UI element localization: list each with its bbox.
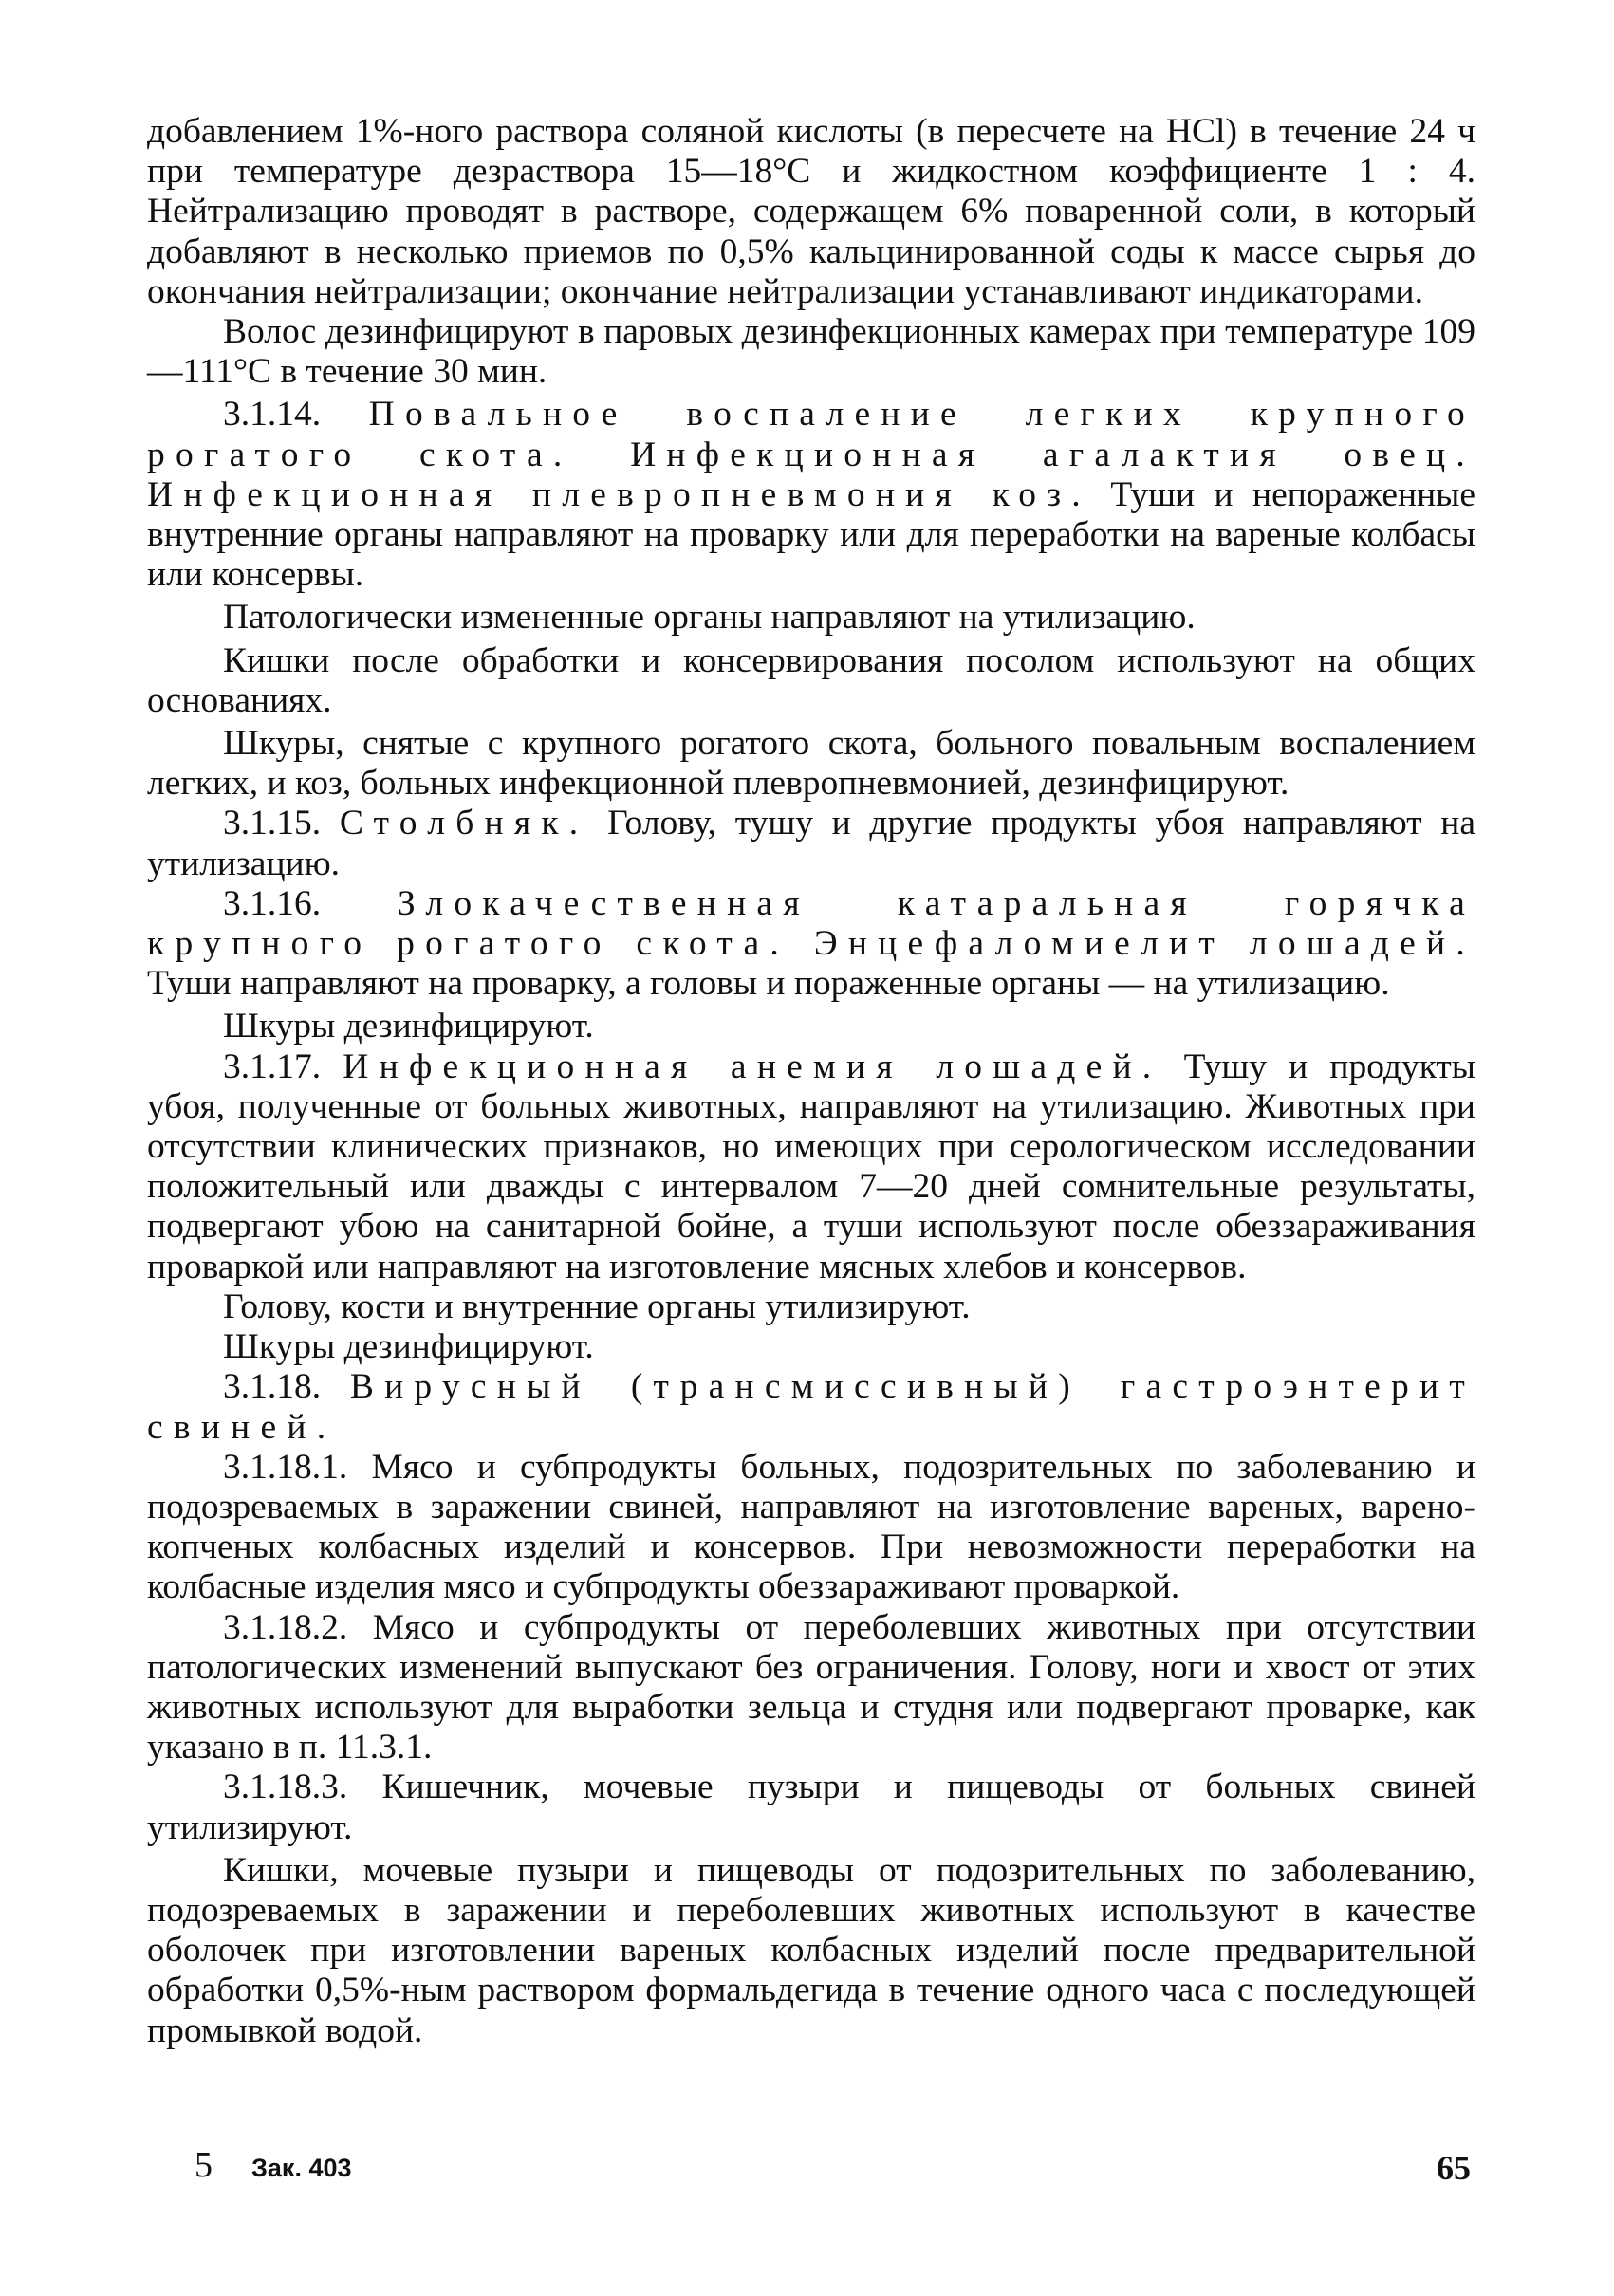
paragraph-text: 3.1.15. bbox=[223, 804, 340, 843]
paragraph-text: Шкуры дезинфицируют. bbox=[223, 1327, 594, 1367]
paragraph-hides-cattle-goats bbox=[147, 724, 1475, 804]
section-3-1-18-gastroenteritis bbox=[147, 1367, 1475, 1447]
order-label: Зак. 403 bbox=[251, 2154, 352, 2182]
section-3-1-17-infectious-anemia bbox=[147, 1047, 1475, 1287]
page-number: 65 bbox=[1437, 2149, 1471, 2187]
paragraph-hides-disinfected-2 bbox=[147, 1327, 1475, 1367]
paragraph-text: Голову, кости и внутренние органы утилизируют. bbox=[223, 1287, 971, 1326]
paragraph-text: 3.1.16. bbox=[223, 883, 398, 923]
paragraph-text: 3.1.17. bbox=[223, 1046, 343, 1086]
paragraph-text: 3.1.18. bbox=[223, 1367, 350, 1407]
paragraph-text: Шкуры дезинфицируют. bbox=[223, 1007, 594, 1046]
page-body bbox=[147, 112, 1475, 2275]
paragraph-intestines bbox=[147, 641, 1475, 721]
paragraph-text: Туши направляют на проварку, а головы и пораженные органы — на утилизацию. bbox=[147, 964, 1390, 1004]
paragraph-text: 3.1.18.2. Мясо и субпродукты от переболевших животных при отсутствии патологических изменений выпускают без ограничения. Голову, ноги и хвост от этих животных используют для выработки зельца и студня или подвергают проварке, как указано в п. 11.3.1. bbox=[147, 1607, 1475, 1768]
paragraph-hcl-treatment bbox=[147, 112, 1475, 312]
paragraph-text: 3.1.14. bbox=[223, 395, 369, 435]
spaced-heading-text: Повальное воспаление легких крупного рогатого скота. Инфекционная агалактия овец. Инфекционная плевропневмония коз. bbox=[147, 395, 1476, 514]
paragraph-text: Патологически измененные органы направляют на утилизацию. bbox=[223, 598, 1196, 638]
section-3-1-18-3 bbox=[147, 1768, 1475, 1847]
section-3-1-18-1 bbox=[147, 1448, 1475, 1608]
paragraph-pathological-organs bbox=[147, 598, 1475, 638]
paragraph-text: 3.1.18.1. Мясо и субпродукты больных, подозрительных по заболеванию и подозреваемых в заражении свиней, направляют на изготовление вареных, варено-копченых колбасных изделий и консервов. При невозможности переработки на колбасные изделия мясо и субпродукты обеззараживают проваркой. bbox=[147, 1447, 1475, 1607]
page-footer bbox=[147, 2144, 1475, 2201]
signature-number: 5 bbox=[195, 2145, 213, 2185]
paragraph-text: Волос дезинфицируют в паровых дезинфекционных камерах при температуре 109—111°С в течение 30 мин. bbox=[147, 312, 1475, 392]
section-3-1-15-tetanus bbox=[147, 804, 1475, 883]
spaced-heading-text: Вирусный (трансмиссивный) гастроэнтерит свиней. bbox=[147, 1367, 1475, 1447]
paragraph-hair-disinfection bbox=[147, 312, 1475, 392]
paragraph-head-bones-organs bbox=[147, 1287, 1475, 1327]
spaced-heading-text: Злокачественная катаральная горячка крупного рогатого скота. Энцефаломиелит лошадей. bbox=[147, 883, 1475, 964]
paragraph-casings bbox=[147, 1851, 1475, 2051]
paragraph-text: Кишки после обработки и консервирования посолом используют на общих основаниях. bbox=[147, 640, 1475, 720]
paragraph-text: Шкуры, снятые с крупного рогатого скота, больного повальным воспалением легких, и коз, больных инфекционной плевропневмонией, дезинфицируют. bbox=[147, 724, 1475, 804]
paragraph-text: Голову, тушу и другие продукты убоя направляют на утилизацию. bbox=[147, 804, 1476, 883]
section-3-1-14-pleuropneumonia bbox=[147, 395, 1475, 595]
section-3-1-18-2 bbox=[147, 1608, 1475, 1768]
paragraph-text: добавлением 1%-ного раствора соляной кислоты (в пересчете на HCl) в течение 24 ч при температуре дезраствора 15—18°С и жидкостном коэффициенте 1 : 4. Нейтрализацию проводят в растворе, содержащем 6% поваренной соли, в который добавляют в несколько приемов по 0,5% кальцинированной соды к массе сырья до окончания нейтрализации; окончание нейтрализации устанавливают индикаторами. bbox=[147, 112, 1475, 311]
spaced-heading-text: Столбняк. bbox=[339, 804, 589, 843]
section-3-1-16-catarrhal-fever bbox=[147, 884, 1475, 1005]
paragraph-text: 3.1.18.3. Кишечник, мочевые пузыри и пищеводы от больных свиней утилизируют. bbox=[147, 1768, 1475, 1847]
paragraph-hides-disinfected bbox=[147, 1007, 1475, 1046]
paragraph-text: Тушу и продукты убоя, полученные от больных животных, направляют на утилизацию. Животных при отсутствии клинических признаков, но имеющих при серологическом исследовании положительный или дважды с интервалом 7—20 дней сомнительные результаты, подвергают убою на санитарной бойне, а туши используют после обеззараживания проваркой или направляют на изготовление мясных хлебов и консервов. bbox=[147, 1046, 1475, 1287]
spaced-heading-text: Инфекционная анемия лошадей. bbox=[343, 1046, 1162, 1086]
paragraph-text: Туши и непораженные внутренние органы направляют на проварку или для переработки на вареные колбасы или консервы. bbox=[147, 474, 1475, 595]
paragraph-text: Кишки, мочевые пузыри и пищеводы от подозрительных по заболеванию, подозреваемых в заражении и переболевших животных используют в качестве оболочек при изготовлении вареных колбасных изделий после предварительной обработки 0,5%-ным раствором формальдегида в течение одного часа с последующей промывкой водой. bbox=[147, 1850, 1475, 2050]
